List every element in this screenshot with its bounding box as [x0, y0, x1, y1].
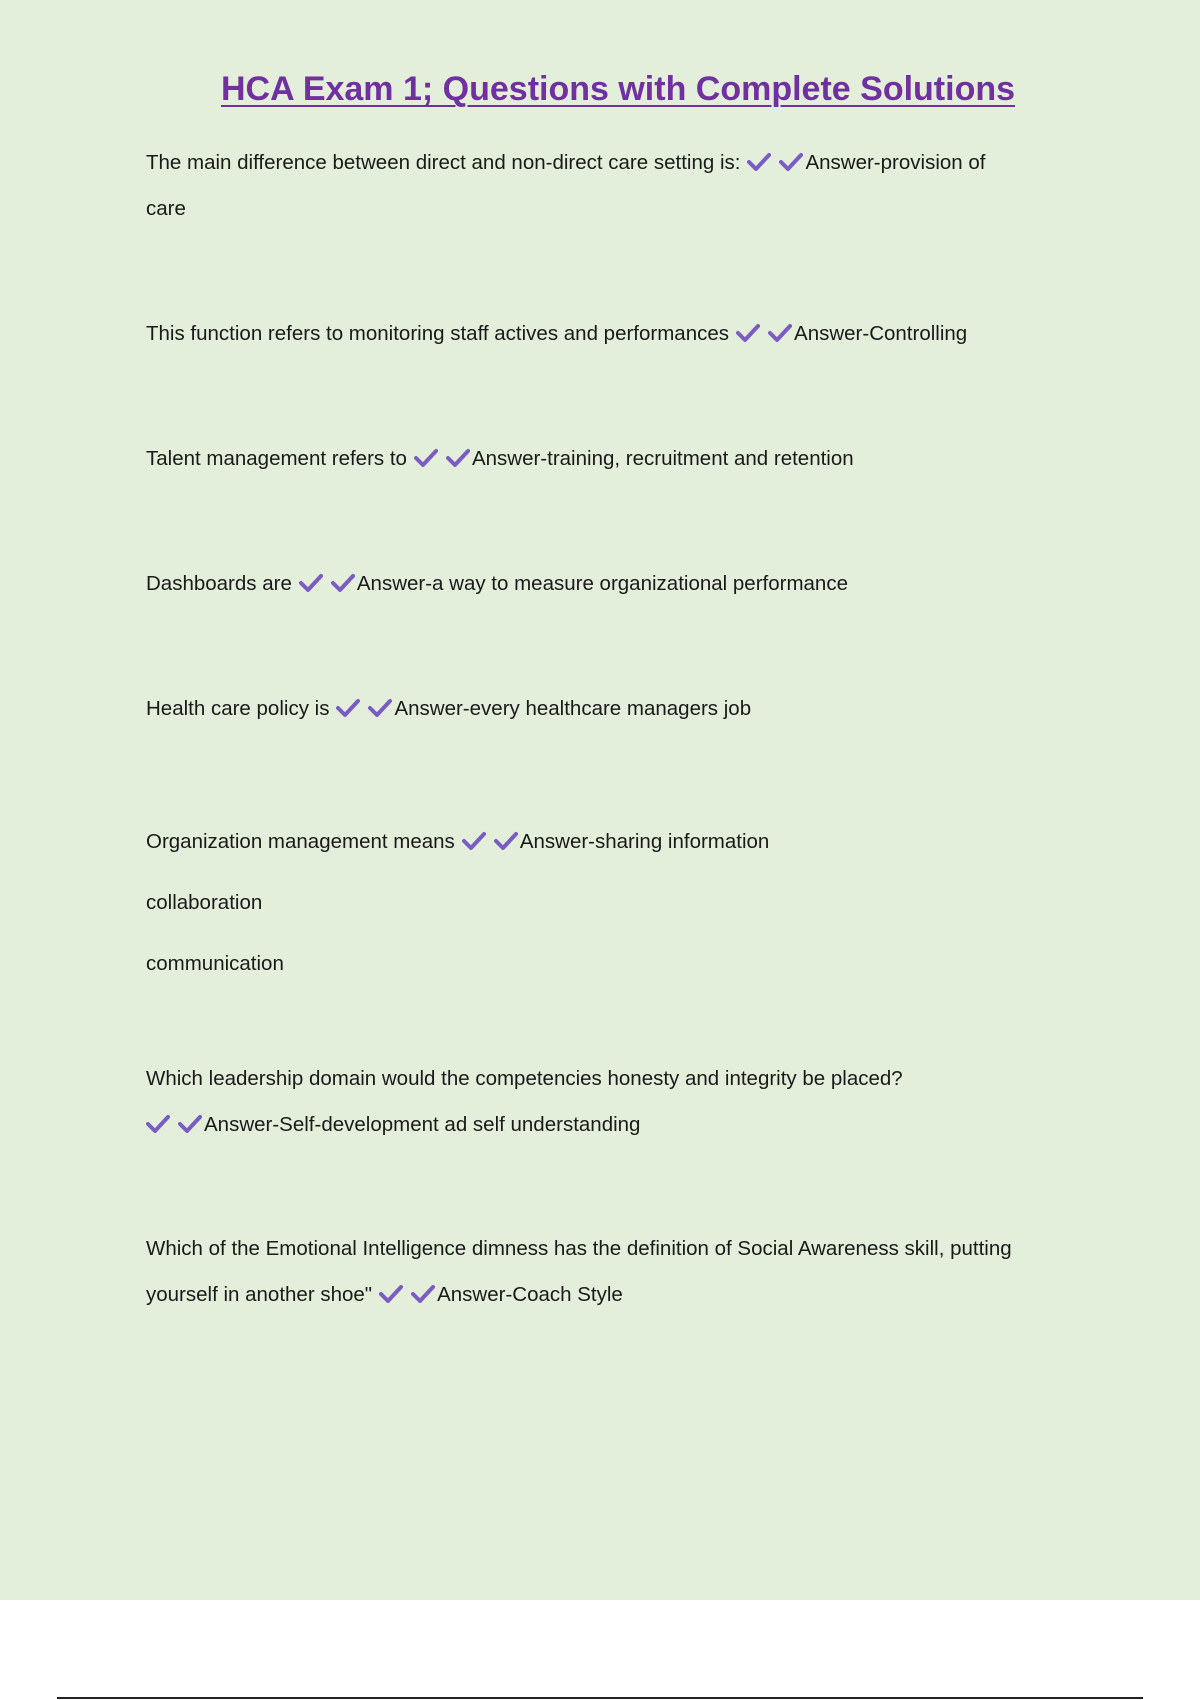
qa-line: [146, 1272, 1096, 1318]
check-icon: [331, 572, 355, 594]
question-text: Which of the Emotional Intelligence dimness has the definition of Social Awareness skill, putting: [146, 1237, 1012, 1260]
footer-divider: [57, 1697, 1143, 1699]
question-text-continued: yourself in another shoe": [146, 1283, 373, 1306]
check-icon: [768, 322, 792, 344]
qa-line: [146, 561, 1096, 607]
qa-item-4: [146, 561, 1096, 607]
answer-text: Answer-training, recruitment and retention: [471, 447, 854, 470]
answer-text: Answer-Self-development ad self understanding: [204, 1113, 641, 1136]
question-text: Talent management refers to: [146, 447, 407, 470]
qa-line: [146, 811, 1096, 872]
document-title: HCA Exam 1; Questions with Complete Solutions: [220, 70, 1016, 108]
question-text: This function refers to monitoring staff actives and performances: [146, 322, 730, 345]
qa-item-8: [146, 1226, 1096, 1318]
check-icon: [446, 447, 470, 469]
qa-item-3: [146, 436, 1096, 482]
answer-text: Answer-provision of: [805, 151, 986, 174]
check-icon: [747, 151, 771, 173]
check-icon: [462, 830, 486, 852]
answer-text: Answer-sharing information: [519, 830, 770, 853]
answer-extra-line: collaboration: [146, 891, 263, 914]
check-icon: [414, 447, 438, 469]
check-icon: [411, 1283, 435, 1305]
qa-item-5: [146, 686, 1096, 732]
check-icon: [146, 1113, 170, 1135]
qa-line: [146, 311, 1096, 357]
question-text: The main difference between direct and non-direct care setting is:: [146, 151, 741, 174]
question-text: Dashboards are: [146, 572, 292, 595]
answer-text: Answer-Coach Style: [437, 1283, 623, 1306]
check-icon: [178, 1113, 202, 1135]
answer-text: Answer-a way to measure organizational performance: [356, 572, 848, 595]
check-icon: [779, 151, 803, 173]
answer-continuation: care: [146, 197, 186, 220]
check-icon: [736, 322, 760, 344]
qa-item-1: [146, 140, 1096, 232]
qa-item-6: [146, 811, 1096, 994]
qa-item-7: [146, 1056, 1096, 1148]
question-text: Which leadership domain would the competencies honesty and integrity be placed?: [146, 1067, 903, 1090]
check-icon: [379, 1283, 403, 1305]
qa-line: [146, 140, 1096, 186]
question-text: Organization management means: [146, 830, 455, 853]
question-text: Health care policy is: [146, 697, 330, 720]
qa-line: [146, 436, 1096, 482]
qa-line: [146, 686, 1096, 732]
check-icon: [299, 572, 323, 594]
answer-text: Answer-Controlling: [794, 322, 968, 345]
qa-line: [139, 1102, 1096, 1148]
answer-extra-line: communication: [146, 952, 284, 975]
check-icon: [368, 697, 392, 719]
check-icon: [336, 697, 360, 719]
qa-item-2: [146, 311, 1096, 357]
answer-text: Answer-every healthcare managers job: [394, 697, 752, 720]
check-icon: [494, 830, 518, 852]
